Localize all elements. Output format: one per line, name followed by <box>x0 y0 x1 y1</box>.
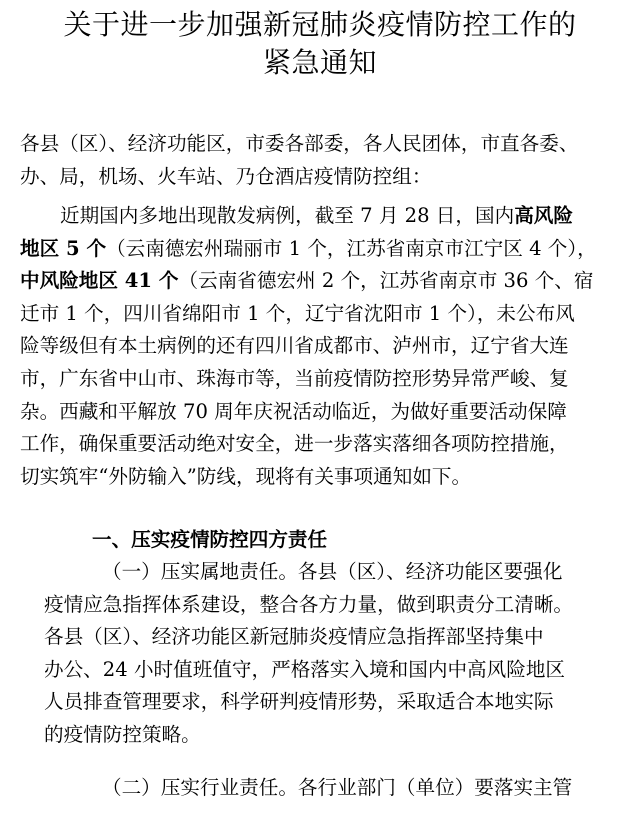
para-line: 市，广东省中山市、珠海市等，当前疫情防控形势异常严峻、复 <box>20 366 569 390</box>
sub1-line: 的疫情防控策略。 <box>44 722 201 746</box>
document-title <box>0 0 640 82</box>
addressee-line-2: 办、局，机场、火车站、乃仓酒店疫情防控组： <box>20 164 432 188</box>
sub1-line: 疫情应急指挥体系建设，整合各方力量，做到职责分工清晰。 <box>44 592 574 616</box>
title-line-1: 关于进一步加强新冠肺炎疫情防控工作的 <box>63 8 577 41</box>
para-line: 迁市 1 个，四川省绵阳市 1 个，辽宁省沈阳市 1 个），未公布风 <box>20 301 575 325</box>
sub1-line: 各县（区）、经济功能区新冠肺炎疫情应急指挥部坚持集中 <box>44 625 544 649</box>
para-line <box>20 233 620 266</box>
sub1-line: （一）压实属地责任。各县（区）、经济功能区要强化 <box>102 560 563 583</box>
para-line <box>20 265 620 298</box>
para-line <box>20 200 620 233</box>
subsection-1 <box>44 556 620 752</box>
medium-risk-count: 中风险地区 41 个 <box>20 269 179 293</box>
para-text: 近期国内多地出现散发病例，截至 7 月 28 日，国内 <box>60 204 515 227</box>
para-line: 杂。西藏和平解放 70 周年庆祝活动临近，为做好重要活动保障 <box>20 399 567 423</box>
para-text: （云南省德宏州 2 个，江苏省南京市 36 个、宿 <box>178 269 594 293</box>
sub2-line: （二）压实行业责任。各行业部门（单位）要落实主管 <box>102 776 573 799</box>
sub1-line: 办公、24 小时值班值守，严格落实入境和国内中高风险地区 <box>44 657 566 681</box>
para-line: 工作，确保重要活动绝对安全，进一步落实落细各项防控措施， <box>20 432 569 456</box>
high-risk-count: 地区 5 个 <box>20 236 107 260</box>
sub1-line: 人员排查管理要求，科学研判疫情形势，采取适合本地实际 <box>44 690 554 714</box>
para-line: 切实筑牢“外防输入”防线，现将有关事项通知如下。 <box>20 464 472 488</box>
title-line-2: 紧急通知 <box>262 46 377 79</box>
para-text: （云南德宏州瑞丽市 1 个，江苏省南京市江宁区 4 个）， <box>106 236 597 260</box>
addressee-block <box>20 128 620 193</box>
high-risk-label: 高风险 <box>514 204 573 227</box>
subsection-2 <box>44 772 620 805</box>
para-line: 险等级但有本土病例的还有四川省成都市、泸州市，辽宁省大连 <box>20 334 569 358</box>
paragraph-intro <box>20 200 620 493</box>
addressee-line-1: 各县（区）、经济功能区，市委各部委，各人民团体，市直各委、 <box>20 132 579 155</box>
section-heading-1: 一、压实疫情防控四方责任 <box>92 528 328 551</box>
